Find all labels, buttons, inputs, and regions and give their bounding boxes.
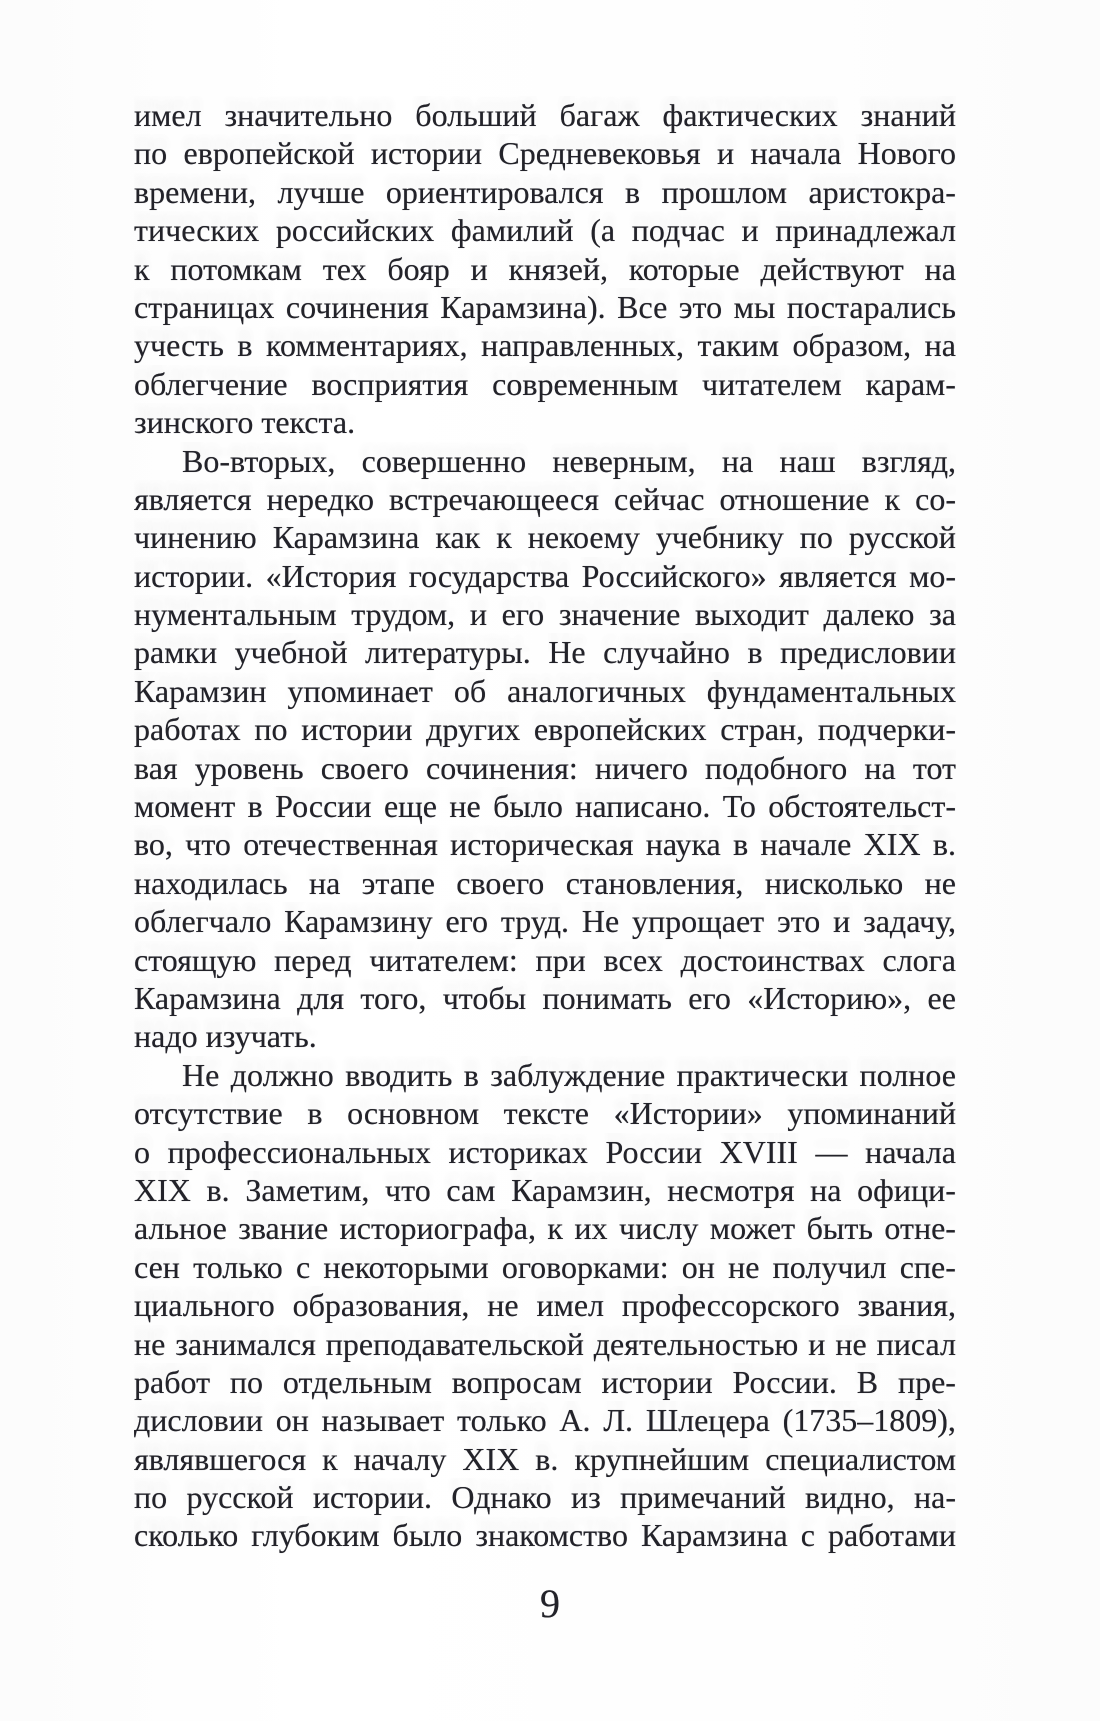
text-line: Карамзина для того, чтобы понимать его «Историю», ее bbox=[134, 979, 956, 1016]
text-line: к потомкам тех бояр и князей, которые действуют на bbox=[134, 250, 956, 287]
text-line: страницах сочинения Карамзина). Все это мы постарались bbox=[134, 288, 956, 325]
text-line: зинского текста. bbox=[134, 404, 356, 441]
text-line: времени, лучше ориентировался в прошлом аристокра- bbox=[134, 173, 956, 210]
page-text bbox=[134, 96, 956, 1555]
text-line: по европейской истории Средневековья и начала Нового bbox=[134, 135, 956, 172]
page-number: 9 bbox=[540, 1581, 560, 1626]
text-line: является нередко встречающееся сейчас отношение к со- bbox=[134, 480, 956, 517]
text-line: Не должно вводить в заблуждение практически полное bbox=[182, 1056, 956, 1093]
text-line: вая уровень своего сочинения: ничего подобного на тот bbox=[134, 749, 956, 786]
text-line: стоящую перед читателем: при всех достоинствах слога bbox=[134, 941, 956, 978]
text-line: надо изучать. bbox=[134, 1018, 317, 1055]
text-line: находилась на этапе своего становления, нисколько не bbox=[134, 864, 956, 901]
text-line: во, что отечественная историческая наука в начале XIX в. bbox=[134, 826, 956, 863]
text-line: являвшегося к началу XIX в. крупнейшим специалистом bbox=[134, 1440, 956, 1477]
text-line: отсутствие в основном тексте «Истории» упоминаний bbox=[134, 1095, 956, 1132]
text-line: работ по отдельным вопросам истории России. В пре- bbox=[134, 1363, 956, 1400]
text-line: работах по истории других европейских стран, подчерки- bbox=[134, 711, 956, 748]
text-line: облегчение восприятия современным читателем карам- bbox=[134, 365, 956, 402]
text-line: рамки учебной литературы. Не случайно в предисловии bbox=[134, 634, 956, 671]
text-line: не занимался преподавательской деятельностью и не писал bbox=[134, 1325, 956, 1362]
text-line: по русской истории. Однако из примечаний видно, на- bbox=[134, 1479, 956, 1516]
text-line: Во-вторых, совершенно неверным, на наш взгляд, bbox=[182, 442, 956, 479]
text-line: имел значительно больший багаж фактических знаний bbox=[134, 97, 956, 133]
text-line: сен только с некоторыми оговорками: он не получил спе- bbox=[134, 1248, 956, 1285]
text-line: нументальным трудом, и его значение выходит далеко за bbox=[134, 596, 956, 633]
text-line: истории. «История государства Российского» является мо- bbox=[134, 557, 956, 594]
text-line: XIX в. Заметим, что сам Карамзин, несмотря на офици- bbox=[134, 1171, 956, 1208]
text-line: циального образования, не имел профессорского звания, bbox=[134, 1287, 956, 1324]
text-line: Карамзин упоминает об аналогичных фундаментальных bbox=[134, 672, 956, 709]
text-line: дисловии он называет только А. Л. Шлецера (1735–1809), bbox=[134, 1402, 956, 1439]
text-line: тических российских фамилий (а подчас и принадлежал bbox=[134, 212, 956, 249]
text-line: чинению Карамзина как к некоему учебнику по русской bbox=[134, 519, 956, 556]
text-line: облегчало Карамзину его труд. Не упрощает это и задачу, bbox=[134, 903, 956, 940]
text-line: учесть в комментариях, направленных, таким образом, на bbox=[134, 327, 956, 364]
text-line: сколько глубоким было знакомство Карамзина с работами bbox=[134, 1517, 956, 1554]
text-line: о профессиональных историках России XVIII — начала bbox=[134, 1133, 956, 1170]
text-line: альное звание историографа, к их числу может быть отне- bbox=[134, 1210, 956, 1247]
text-line: момент в России еще не было написано. То обстоятельст- bbox=[134, 788, 956, 825]
